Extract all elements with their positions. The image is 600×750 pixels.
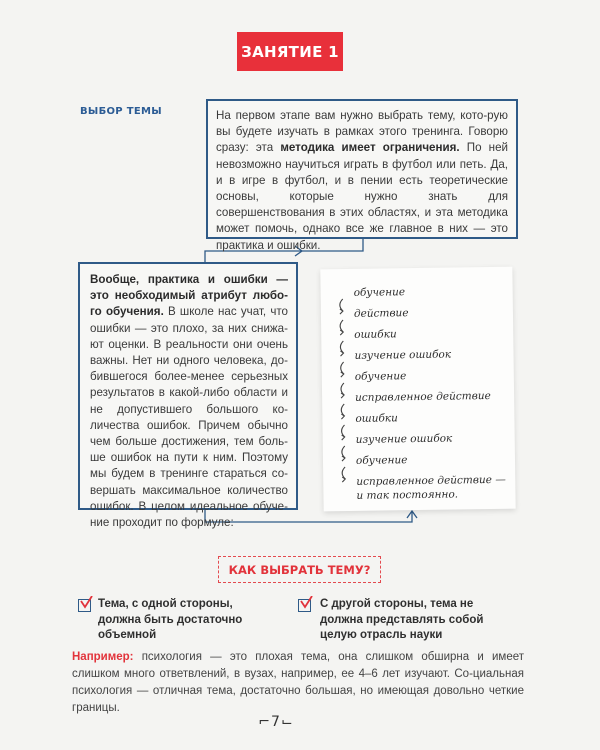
practice-text: В школе нас учат, что ошибки — это плохо, за них снижа-ют оценки. В реальности они очень важны. Нет ни одного человека, до-бившегося более-менее серьезных результатов в какой-либо области и не допустившего большого ко-личества ошибок. Причем обычно чем больше достижения, тем боль-ше ошибок на пути к ним. Поэтому мы будем в тренинге стараться со-вершать максимальное количество ошибок. В целом идеальное обуче-ние проходит по формуле: xyxy=(90,305,289,530)
option-right-text: С другой стороны, тема не должна представлять собой целую отрасль науки xyxy=(320,598,484,641)
page-number-value: 7 xyxy=(271,714,281,730)
formula-step: исправленное действие xyxy=(355,389,491,404)
formula-step: изучение ошибок xyxy=(354,348,452,362)
option-left xyxy=(78,597,278,644)
option-left-text: Тема, с одной стороны, должна быть достаточно объемной xyxy=(98,598,243,641)
formula-step: обучение xyxy=(355,454,408,467)
formula-step: ошибки xyxy=(354,328,397,341)
formula-step: действие xyxy=(353,307,409,320)
intro-text-box xyxy=(206,99,518,252)
how-to-choose-heading: КАК ВЫБРАТЬ ТЕМУ? xyxy=(218,556,381,583)
page-number-deco-left: ⌐ xyxy=(258,714,272,730)
intro-text-bold: методика имеет ограничения. xyxy=(280,141,460,155)
intro-text-start: На первом этапе вам нужно выбрать тему, кото-рую вы будете изучать в рамках этого тренинга. Говорю сразу: эта xyxy=(216,109,508,155)
option-right xyxy=(298,597,510,644)
checkbox-icon xyxy=(298,599,311,612)
formula-step: ошибки xyxy=(355,412,398,425)
lesson-header: ЗАНЯТИЕ 1 xyxy=(237,32,343,71)
example-text: психология — это плохая тема, она слишком обширна и имеет слишком много ответвлений, в вузах, например, ее 4–6 лет изучают. Со-циальная психология — отличная тема, достаточно большая, но имеющая довольно четкие границы. xyxy=(72,651,524,714)
example-lead: Например: xyxy=(72,651,134,663)
formula-note xyxy=(320,267,515,512)
intro-text-end: По ней невозможно научиться играть в футбол или петь. Да, и в игре в футбол, и в пении есть теоретические основы, которые нужно знать для совершенствования в этих областях, и эта методика может помочь, однако все же главное в них — это практика и ошибки. xyxy=(216,141,508,252)
page-number-deco-right: ⌙ xyxy=(280,714,294,730)
formula-step: исправленное действие — xyxy=(356,473,506,488)
formula-last-line: и так постоянно. xyxy=(356,488,459,502)
formula-step: обучение xyxy=(354,370,407,383)
section-label: ВЫБОР ТЕМЫ xyxy=(80,106,162,117)
formula-step: обучение xyxy=(353,286,406,299)
page-number xyxy=(256,714,296,730)
formula-arrows xyxy=(328,269,361,509)
checkbox-icon xyxy=(78,599,91,612)
practice-text-bold: Вообще, практика и ошибки — это необходимый атрибут любо-го обучения. xyxy=(90,273,288,319)
formula-step: изучение ошибок xyxy=(355,432,453,446)
example-paragraph xyxy=(72,649,524,717)
practice-text-box xyxy=(78,262,298,530)
